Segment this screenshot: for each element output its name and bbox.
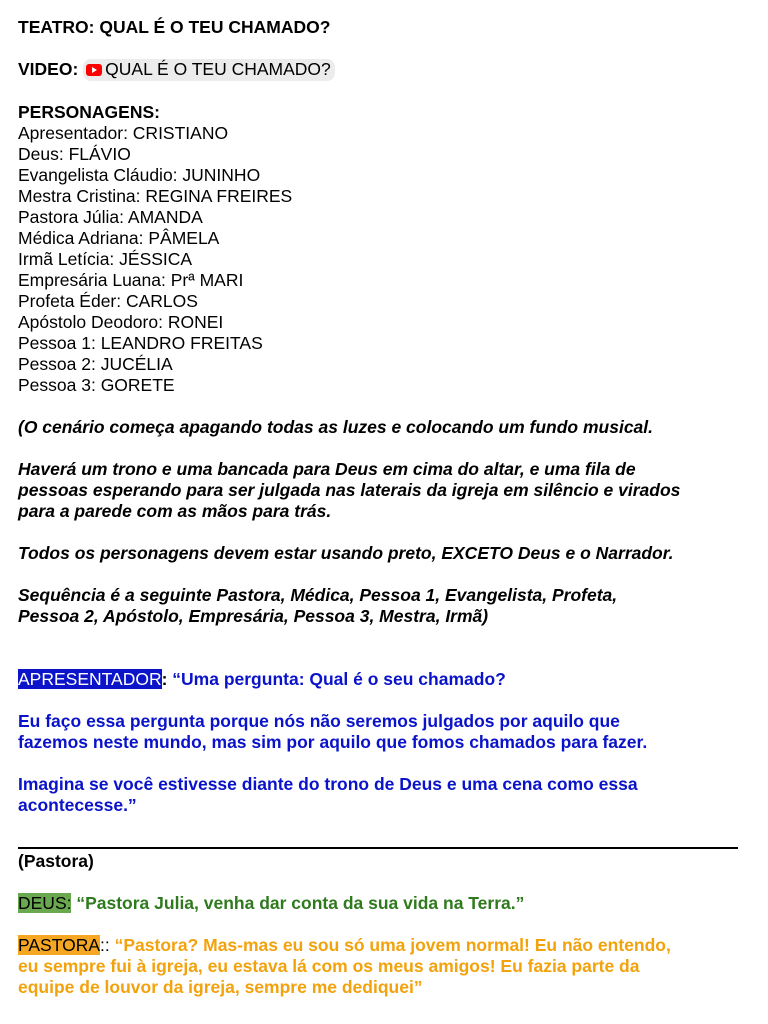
pastora-more-line: eu sempre fui à igreja, eu estava lá com os meus amigos! Eu fazia parte da	[18, 956, 640, 976]
video-link-text: QUAL É O TEU CHAMADO?	[105, 59, 331, 79]
list-item: Pessoa 3: GORETE	[18, 375, 175, 395]
personagens-heading: PERSONAGENS:	[18, 102, 160, 122]
stage-direction-2-line: pessoas esperando para ser julgada nas laterais da igreja em silêncio e virados	[18, 480, 681, 500]
list-item: Apóstolo Deodoro: RONEI	[18, 312, 224, 332]
pastora-more-line: equipe de louvor da igreja, sempre me dediquei”	[18, 977, 423, 997]
stage-direction-4-line: Sequência é a seguinte Pastora, Médica, Pessoa 1, Evangelista, Profeta,	[18, 585, 618, 605]
pastora-tag: PASTORA	[18, 935, 101, 955]
pastora-sep: ::	[100, 935, 110, 955]
list-item: Deus: FLÁVIO	[18, 144, 131, 164]
deus-line	[18, 893, 748, 914]
apresentador-tag: APRESENTADOR	[18, 669, 162, 689]
youtube-icon	[86, 60, 102, 81]
personagens-list	[18, 123, 748, 396]
list-item: Mestra Cristina: REGINA FREIRES	[18, 186, 293, 206]
doc-title: TEATRO: QUAL É O TEU CHAMADO?	[18, 17, 331, 37]
stage-direction-2-line: para a parede com as mãos para trás.	[18, 501, 332, 521]
section-divider	[18, 847, 738, 849]
pastora-text: “Pastora? Mas-mas eu sou só uma jovem normal! Eu não entendo,	[109, 935, 671, 955]
apresentador-text: “Uma pergunta: Qual é o seu chamado?	[167, 669, 506, 689]
deus-tag: DEUS:	[18, 893, 72, 913]
list-item: Pessoa 1: LEANDRO FREITAS	[18, 333, 263, 353]
document-page	[18, 17, 748, 998]
list-item: Irmã Letícia: JÉSSICA	[18, 249, 193, 269]
stage-direction-1: (O cenário começa apagando todas as luzes e colocando um fundo musical.	[18, 417, 654, 437]
list-item: Apresentador: CRISTIANO	[18, 123, 229, 143]
scene-heading: (Pastora)	[18, 851, 94, 871]
deus-text: “Pastora Julia, venha dar conta da sua vida na Terra.”	[71, 893, 525, 913]
list-item: Pastora Júlia: AMANDA	[18, 207, 203, 227]
apresentador-p3-line: Imagina se você estivesse diante do trono de Deus e uma cena como essa	[18, 774, 638, 794]
apresentador-p3-line: acontecesse.”	[18, 795, 137, 815]
list-item: Profeta Éder: CARLOS	[18, 291, 198, 311]
apresentador-p2-line: Eu faço essa pergunta porque nós não seremos julgados por aquilo que	[18, 711, 620, 731]
apresentador-p2-line: fazemos neste mundo, mas sim por aquilo que fomos chamados para fazer.	[18, 732, 648, 752]
video-label: VIDEO:	[18, 59, 79, 79]
apresentador-line	[18, 669, 748, 690]
list-item: Pessoa 2: JUCÉLIA	[18, 354, 173, 374]
apresentador-sep: :	[161, 669, 168, 689]
video-link[interactable]	[83, 59, 335, 81]
list-item: Médica Adriana: PÂMELA	[18, 228, 220, 248]
list-item: Empresária Luana: Prª MARI	[18, 270, 244, 290]
video-line	[18, 59, 748, 81]
stage-direction-2-line: Haverá um trono e uma bancada para Deus em cima do altar, e uma fila de	[18, 459, 636, 479]
pastora-line	[18, 935, 748, 956]
list-item: Evangelista Cláudio: JUNINHO	[18, 165, 261, 185]
stage-direction-3: Todos os personagens devem estar usando preto, EXCETO Deus e o Narrador.	[18, 543, 674, 563]
stage-direction-4-line: Pessoa 2, Apóstolo, Empresária, Pessoa 3, Mestra, Irmã)	[18, 606, 489, 626]
